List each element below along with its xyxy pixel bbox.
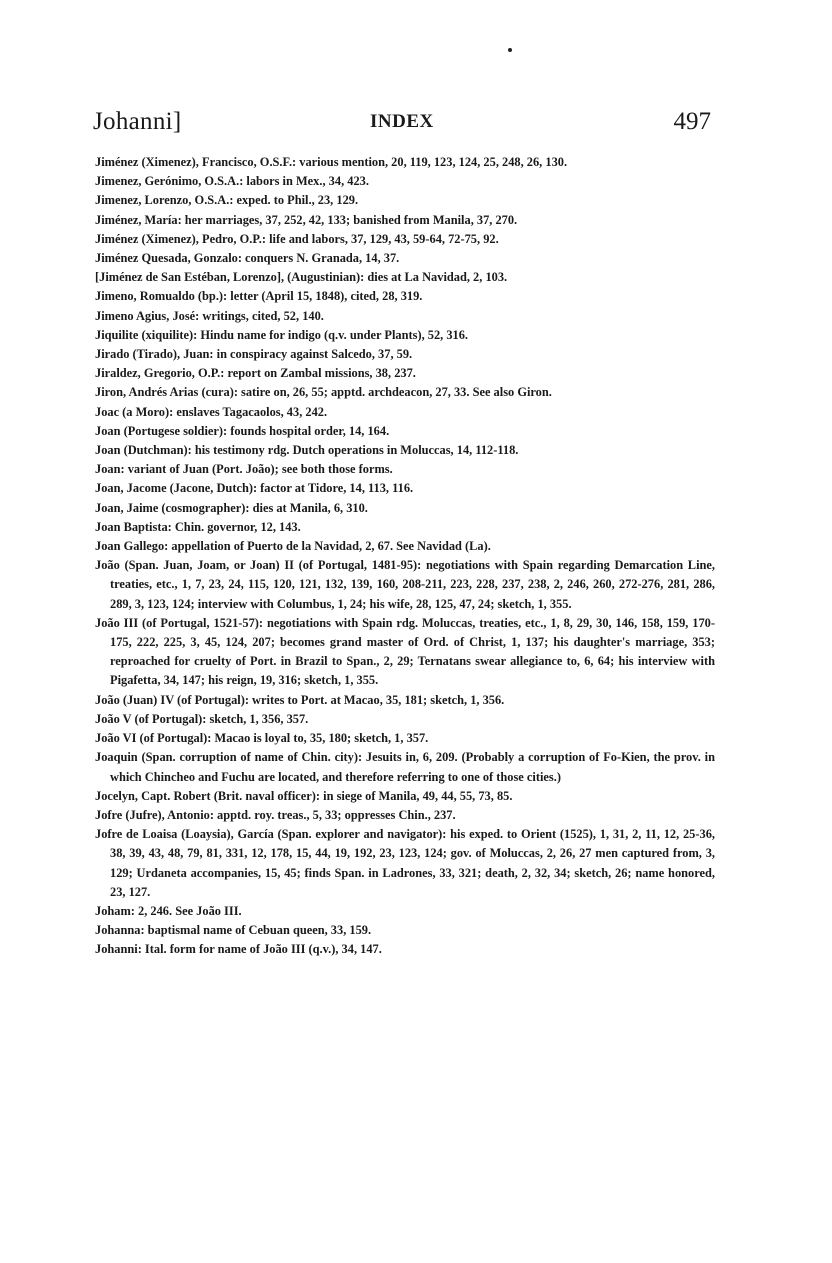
index-entry: Johanni: Ital. form for name of João III (q.v.), 34, 147. [95, 942, 382, 957]
index-entry: Jiquilite (xiquilite): Hindu name for indigo (q.v. under Plants), 52, 316. [95, 327, 469, 342]
index-entry: Jimenez, Gerónimo, O.S.A.: labors in Mex., 34, 423. [95, 174, 369, 189]
index-entry: João III (of Portugal, 1521-57): negotiations with Spain rdg. Moluccas, treaties, etc., 1, 8, 29, 30, 146, 158, 159, 170-175, 222, 225, 3, 45, 124, 207; becomes grand master of Ord. of Christ, 1, 137; his daughter's marriage, 353; reproached for cruelty of Port. in Brazil to Span., 2, 29; Ternatans swear allegiance to, 6, 64; his interview with Pigafetta, 34, 147; his reign, 19, 316; sketch, 1, 355. [95, 615, 715, 688]
index-entry: Jofre (Jufre), Antonio: apptd. roy. treas., 5, 33; oppresses Chin., 237. [95, 807, 456, 822]
page-speck [508, 48, 512, 52]
index-entry: Jiménez (Ximenez), Pedro, O.P.: life and labors, 37, 129, 43, 59-64, 72-75, 92. [95, 231, 499, 246]
index-entry: Jimeno, Romualdo (bp.): letter (April 15, 1848), cited, 28, 319. [95, 289, 423, 304]
index-entry-list [95, 153, 715, 960]
header-title: INDEX [370, 111, 434, 132]
index-entry: Jiménez Quesada, Gonzalo: conquers N. Granada, 14, 37. [95, 251, 400, 266]
index-entry: Joan Baptista: Chin. governor, 12, 143. [95, 519, 301, 534]
index-entry: Joham: 2, 246. See João III. [95, 903, 242, 918]
index-entry: Joan (Dutchman): his testimony rdg. Dutch operations in Moluccas, 14, 112-118. [95, 443, 519, 458]
index-entry: Jiménez (Ximenez), Francisco, O.S.F.: various mention, 20, 119, 123, 124, 25, 248, 26, 130. [95, 155, 568, 169]
index-entry: Joan, Jaime (cosmographer): dies at Manila, 6, 310. [95, 500, 368, 515]
index-entry: Jofre de Loaisa (Loaysia), García (Span. explorer and navigator): his exped. to Orient (1525), 1, 31, 2, 11, 12, 25-36, 38, 39, 43, 48, 79, 81, 331, 12, 178, 15, 44, 19, 192, 23, 123, 124; gov. of Moluccas, 2, 26, 27 men captured from, 3, 129; Urdaneta accompanies, 15, 45; finds Span. in Ladrones, 33, 321; death, 2, 32, 34; sketch, 26; name honored, 23, 127. [95, 827, 715, 899]
running-header [93, 108, 711, 144]
page-number: 497 [673, 108, 711, 135]
index-entry: Jirado (Tirado), Juan: in conspiracy against Salcedo, 37, 59. [95, 347, 413, 362]
header-guide-word: Johanni] [93, 108, 182, 135]
index-entry: Joac (a Moro): enslaves Tagacaolos, 43, 242. [95, 404, 328, 419]
index-entry: Johanna: baptismal name of Cebuan queen, 33, 159. [95, 923, 372, 938]
index-entry: [Jiménez de San Estéban, Lorenzo], (Augustinian): dies at La Navidad, 2, 103. [95, 270, 508, 285]
index-entry: Joan (Portugese soldier): founds hospital order, 14, 164. [95, 423, 390, 438]
index-entry: Joan, Jacome (Jacone, Dutch): factor at Tidore, 14, 113, 116. [95, 481, 414, 496]
index-entry: João VI (of Portugal): Macao is loyal to, 35, 180; sketch, 1, 357. [95, 731, 429, 746]
index-entry: Jimenez, Lorenzo, O.S.A.: exped. to Phil., 23, 129. [95, 193, 359, 208]
index-entry: Jiron, Andrés Arias (cura): satire on, 26, 55; apptd. archdeacon, 27, 33. See also Giron. [95, 385, 552, 400]
index-entry: João (Span. Juan, Joam, or Joan) II (of Portugal, 1481-95): negotiations with Spain regarding Demarcation Line, treaties, etc., 1, 7, 23, 24, 115, 120, 121, 132, 139, 160, 208-211, 223, 228, 237, 238, 2, 246, 260, 272-276, 281, 286, 289, 3, 123, 124; interview with Columbus, 1, 24; his wife, 28, 125, 47, 24; sketch, 1, 355. [95, 558, 715, 611]
index-entry: Jocelyn, Capt. Robert (Brit. naval officer): in siege of Manila, 49, 44, 55, 73, 85. [95, 788, 513, 803]
index-entry: Jimeno Agius, José: writings, cited, 52, 140. [95, 308, 324, 323]
index-entry: Joan Gallego: appellation of Puerto de la Navidad, 2, 67. See Navidad (La). [95, 539, 491, 554]
index-entry: Jiraldez, Gregorio, O.P.: report on Zambal missions, 38, 237. [95, 366, 416, 381]
index-entry: Joaquin (Span. corruption of name of Chin. city): Jesuits in, 6, 209. (Probably a corruption of Fo-Kien, the prov. in which Chincheo and Fuchu are located, and therefore referring to one of those cities.) [95, 750, 715, 784]
index-entry: João V (of Portugal): sketch, 1, 356, 357. [95, 711, 309, 726]
index-entry: Jiménez, María: her marriages, 37, 252, 42, 133; banished from Manila, 37, 270. [95, 212, 518, 227]
index-entry: Joan: variant of Juan (Port. João); see both those forms. [95, 462, 393, 477]
index-entry: João (Juan) IV (of Portugal): writes to Port. at Macao, 35, 181; sketch, 1, 356. [95, 692, 505, 707]
